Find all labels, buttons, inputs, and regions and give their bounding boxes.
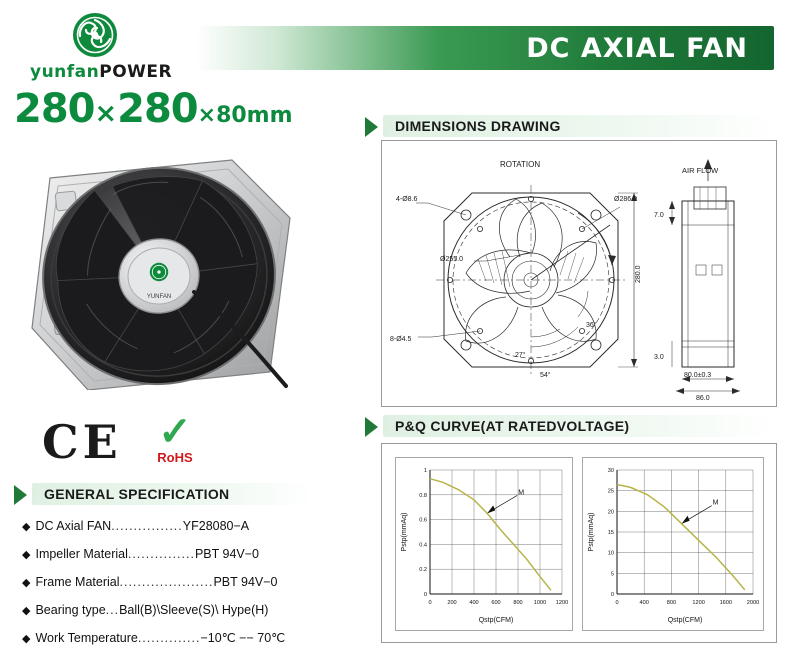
triangle-bullet-icon [14,485,27,505]
rohs-mark [140,412,210,474]
brand-block [16,10,216,80]
svg-text:10: 10 [607,550,614,557]
page-title-bar [196,26,774,70]
size-width: 280 [14,86,95,132]
svg-text:200: 200 [447,600,457,606]
spec-dots: ... [105,603,120,617]
svg-text:800: 800 [666,600,677,606]
dim-label: 3.0 [654,354,664,361]
spec-value: YF28080−A [182,519,250,533]
size-x-2: × [197,103,217,128]
size-depth: 80mm [216,103,293,128]
svg-text:2000: 2000 [746,600,760,606]
svg-text:Qstp(CFM): Qstp(CFM) [667,617,703,624]
pq-chart-2 [582,457,764,631]
rohs-check-icon: ✓ [158,410,192,454]
spec-dots: ..................... [119,575,214,589]
svg-text:0: 0 [610,592,614,598]
specification-list [22,513,342,653]
dim-label: Ø286.0 [614,196,637,203]
rohs-label: RoHS [157,450,193,465]
spec-value: Ball(B)\Sleeve(S)\ Hype(H) [119,603,269,617]
dim-label: 7.0 [654,212,664,219]
svg-text:YUNFAN: YUNFAN [146,294,172,300]
spec-dots: .............. [137,631,201,645]
spec-dots: ................ [111,519,183,533]
svg-text:1000: 1000 [533,600,547,606]
hub-logo-icon [150,263,168,281]
svg-text:5: 5 [610,571,614,578]
spec-row [22,513,342,541]
size-headline [14,86,293,132]
svg-text:M: M [712,499,719,507]
spec-bullet: ◆ [22,521,31,533]
svg-text:15: 15 [607,530,614,536]
spec-label: Bearing type [35,603,106,617]
svg-text:0: 0 [615,600,619,606]
spec-value: PBT 94V−0 [213,575,278,589]
size-height: 280 [117,86,198,132]
spec-value: −10℃ −− 70℃ [200,631,286,645]
svg-text:0.6: 0.6 [419,517,427,524]
svg-text:0: 0 [423,592,427,598]
spec-label: Frame Material [35,575,120,589]
spec-value: PBT 94V−0 [194,547,260,561]
spec-label: Impeller Material [35,547,128,561]
angle-label: 36° [586,322,597,329]
page-title: DC AXIAL FAN [526,33,748,64]
spec-bullet: ◆ [22,577,31,589]
dim-label: 4-Ø8.6 [396,196,418,203]
section-title-pq: P&Q CURVE(AT RATEDVOLTAGE) [395,418,630,434]
triangle-bullet-icon [365,417,378,437]
pq-curve-panel [381,443,777,643]
dim-label: 80.0±0.3 [684,372,712,379]
svg-text:0.2: 0.2 [419,567,427,574]
brand-name-right: POWER [99,62,173,82]
svg-text:400: 400 [639,600,649,606]
product-photo [18,140,318,390]
dim-label: 8-Ø4.5 [390,336,412,343]
svg-text:Qstp(CFM): Qstp(CFM) [478,617,514,624]
svg-text:1600: 1600 [719,600,733,606]
svg-text:1200: 1200 [555,600,569,606]
svg-text:0.4: 0.4 [419,542,427,549]
section-general-specification [14,483,314,507]
svg-text:25: 25 [607,488,614,495]
ce-mark: CE [42,415,122,469]
svg-text:1200: 1200 [692,600,705,606]
triangle-bullet-icon [365,117,378,137]
section-title-general: GENERAL SPECIFICATION [44,486,230,502]
svg-text:1: 1 [423,468,427,474]
brand-name-left: yunfan [30,62,100,82]
svg-text:0: 0 [428,600,432,606]
svg-text:600: 600 [491,600,501,606]
section-pq-curve [365,415,775,439]
spec-label: DC Axial FAN [35,519,112,533]
svg-text:800: 800 [513,600,523,606]
spec-row [22,541,342,569]
svg-text:M: M [518,489,525,497]
rotation-label: ROTATION [500,160,541,169]
section-title-dimensions: DIMENSIONS DRAWING [395,118,561,134]
spec-bullet: ◆ [22,605,31,617]
svg-text:400: 400 [469,600,479,606]
angle-label: 54° [540,372,551,379]
dim-label: Ø255.0 [440,256,463,263]
size-x-1: × [94,98,118,129]
spec-row [22,569,342,597]
svg-text:Pstp(mmAq): Pstp(mmAq) [401,512,408,552]
svg-text:30: 30 [607,468,614,474]
spec-bullet: ◆ [22,549,31,561]
dim-label: 280.0 [635,265,642,283]
airflow-label: AIR FLOW [682,166,719,175]
spec-dots: ............... [127,547,195,561]
dimensions-drawing-panel [381,140,777,407]
angle-label: 27° [515,352,526,359]
svg-text:20: 20 [607,509,614,516]
spec-row [22,625,342,653]
brand-name [30,62,172,82]
fan-logo-icon [72,12,118,58]
svg-text:0.8: 0.8 [419,492,427,499]
spec-row [22,597,342,625]
spec-bullet: ◆ [22,633,31,645]
spec-label: Work Temperature [35,631,138,645]
dim-label: 86.0 [696,395,710,402]
svg-text:Pstp(mmAq): Pstp(mmAq) [588,512,595,552]
section-dimensions-drawing [365,115,775,139]
pq-chart-1 [395,457,573,631]
